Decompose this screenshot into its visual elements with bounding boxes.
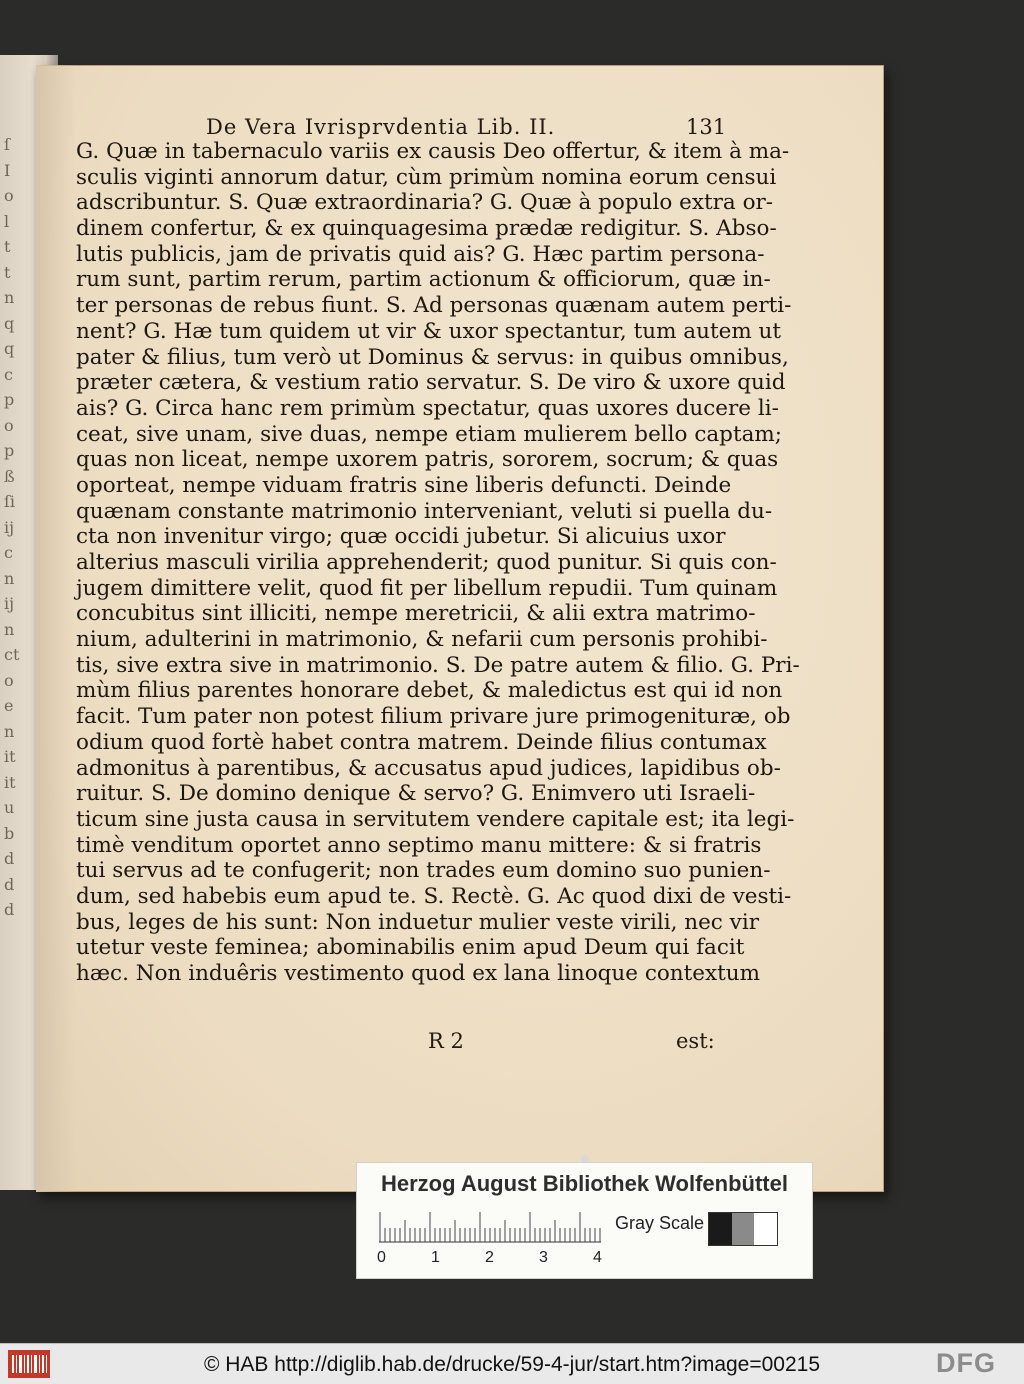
edge-fragment: c	[4, 364, 13, 384]
text-line: admonitus à parentibus, & accusatus apud judices, lapidibus ob-	[76, 755, 781, 781]
text-line: mùm filius parentes honorare debet, & maledictus est qui id non	[76, 678, 783, 704]
edge-fragment: t	[4, 262, 11, 282]
text-line: dinem confertur, & ex quinquagesima prædæ redigitur. S. Abso-	[76, 216, 777, 242]
edge-fragment: ij	[4, 517, 15, 537]
text-line: concubitus sint illiciti, nempe meretricii, & alii extra matrimo-	[76, 601, 756, 627]
text-line: quas non liceat, nempe uxorem patris, sororem, socrum; & quas	[76, 447, 779, 473]
edge-fragment: q	[4, 339, 15, 358]
text-line: sculis viginti annorum datur, cùm primùm nomina eorum censui	[76, 164, 777, 190]
edge-fragment: ij	[4, 594, 15, 613]
edge-fragment: d	[4, 874, 15, 894]
pin-dot	[581, 1155, 589, 1163]
edge-fragment: p	[4, 390, 15, 409]
edge-fragment: u	[4, 798, 15, 817]
page-gutter-shadow	[36, 65, 76, 1192]
edge-fragment: it	[4, 747, 16, 766]
text-line: ticum sine justa causa in servitutem vendere capitale est; ita legi-	[76, 806, 795, 832]
catchword: est:	[676, 1029, 715, 1053]
edge-fragment: b	[4, 823, 15, 843]
text-line: ruitur. S. De domino denique & servo? G. Enimvero uti Israeli-	[76, 781, 756, 807]
text-line: pater & filius, tum verò ut Dominus & servus: in quibus omnibus,	[76, 344, 789, 370]
edge-fragment: o	[4, 186, 14, 205]
text-line: alterius masculi virilia apprehenderit; quod punitur. Si quis con-	[76, 550, 777, 575]
text-line: oporteat, nempe viduam fratris sine liberis defuncti. Deinde	[76, 472, 732, 498]
text-line: facit. Tum pater non potest filium privare jure primogenituræ, ob	[76, 704, 791, 730]
edge-fragment: n	[4, 619, 15, 639]
text-line: nent? G. Hæ tum quidem ut vir & uxor spectantur, tum autem ut	[76, 318, 782, 344]
text-line: adscribuntur. S. Quæ extraordinaria? G. Quæ à populo extra or-	[76, 190, 774, 216]
edge-fragment: n	[4, 721, 15, 741]
text-line: dum, sed habebis eum apud te. S. Rectè. G. Ac quod dixi de vesti-	[76, 883, 792, 909]
footer-bar	[0, 1343, 1024, 1384]
ruler-label-0: 0	[377, 1249, 386, 1266]
edge-fragment: d	[4, 849, 15, 868]
edge-fragment: e	[4, 696, 14, 715]
gray-scale-label: Gray Scale	[615, 1213, 705, 1233]
gray-scale-swatch	[708, 1212, 778, 1246]
text-line: quænam constante matrimonio interveniant, veluti si puella du-	[76, 498, 773, 524]
edge-fragment: l	[4, 211, 10, 231]
text-line: rum sunt, partim rerum, partim actionum & officiorum, quæ in-	[76, 267, 771, 293]
text-line: timè venditum oportet anno septimo manu mittere: & si fratris	[76, 832, 762, 858]
footer-url[interactable]: © HAB http://diglib.hab.de/drucke/59-4-jur/start.htm?image=00215	[203, 1353, 821, 1376]
edge-fragment: q	[4, 313, 15, 333]
text-line: tui servus ad te confugerit; non trades eum domino suo punien-	[76, 858, 771, 884]
edge-fragment: ß	[4, 466, 15, 486]
edge-fragment: d	[4, 900, 15, 919]
edge-fragment: it	[4, 772, 16, 792]
edge-fragment: ſ	[4, 135, 10, 154]
ruler-scale	[379, 1211, 601, 1243]
edge-fragment: o	[4, 415, 14, 435]
book-page	[36, 65, 884, 1192]
gray-swatch-mid	[732, 1213, 755, 1245]
page-number: 131	[686, 115, 727, 139]
text-line: bus, leges de his sunt: Non induetur mulier veste virili, nec vir	[76, 909, 759, 935]
edge-fragment: ct	[4, 645, 20, 664]
body-text	[76, 139, 800, 987]
gray-swatch-dark	[709, 1213, 732, 1245]
library-name: Herzog August Bibliothek Wolfenbüttel	[381, 1171, 788, 1196]
edge-fragment: n	[4, 568, 15, 588]
edge-fragment: n	[4, 288, 15, 307]
text-line: ter personas de rebus fiunt. S. Ad personas quænam autem perti-	[76, 293, 792, 319]
text-line: tis, sive extra sive in matrimonio. S. De patre autem & filio. G. Pri-	[76, 652, 800, 678]
color-scale-card	[357, 1163, 812, 1278]
signature-mark: R 2	[428, 1029, 464, 1053]
edge-fragment: o	[4, 670, 14, 690]
dfg-logo: DFG	[936, 1348, 996, 1378]
edge-fragment: c	[4, 543, 13, 562]
ruler-label-1: 1	[431, 1249, 440, 1266]
edge-fragment: t	[4, 237, 11, 256]
text-line: lutis publicis, jam de privatis quid ais? G. Hæc partim persona-	[76, 241, 765, 267]
text-line: nium, adulterini in matrimonio, & nefarii cum personis prohibi-	[76, 627, 768, 653]
text-line: præter cætera, & vestium ratio servatur. S. De viro & uxore quid	[76, 370, 786, 396]
text-line: G. Quæ in tabernaculo variis ex causis Deo offertur, & item à ma-	[76, 139, 790, 164]
running-head: De Vera Ivrisprvdentia Lib. II.	[206, 115, 556, 139]
text-line: jugem dimittere velit, quod fit per libellum repudii. Tum quinam	[76, 575, 778, 601]
ruler-label-3: 3	[539, 1249, 548, 1266]
gray-swatch-light	[754, 1213, 777, 1245]
edge-fragment: I	[4, 160, 11, 180]
ruler-label-4: 4	[593, 1249, 602, 1266]
text-line: hæc. Non induêris vestimento quod ex lana linoque contextum	[76, 961, 761, 986]
text-line: ceat, sive unam, sive duas, nempe etiam mulierem bello captam;	[76, 421, 783, 447]
text-line: utetur veste feminea; abominabilis enim apud Deum qui facit	[76, 935, 745, 961]
edge-fragment: ſi	[4, 492, 16, 511]
text-line: cta non invenitur virgo; quæ occidi jubetur. Si alicuius uxor	[76, 524, 726, 550]
text-line: odium quod fortè habet contra matrem. Deinde filius contumax	[76, 729, 767, 755]
ruler-label-2: 2	[485, 1249, 494, 1266]
text-line: ais? G. Circa hanc rem primùm spectatur, quas uxores ducere li-	[76, 395, 779, 421]
edge-fragment: p	[4, 441, 15, 460]
